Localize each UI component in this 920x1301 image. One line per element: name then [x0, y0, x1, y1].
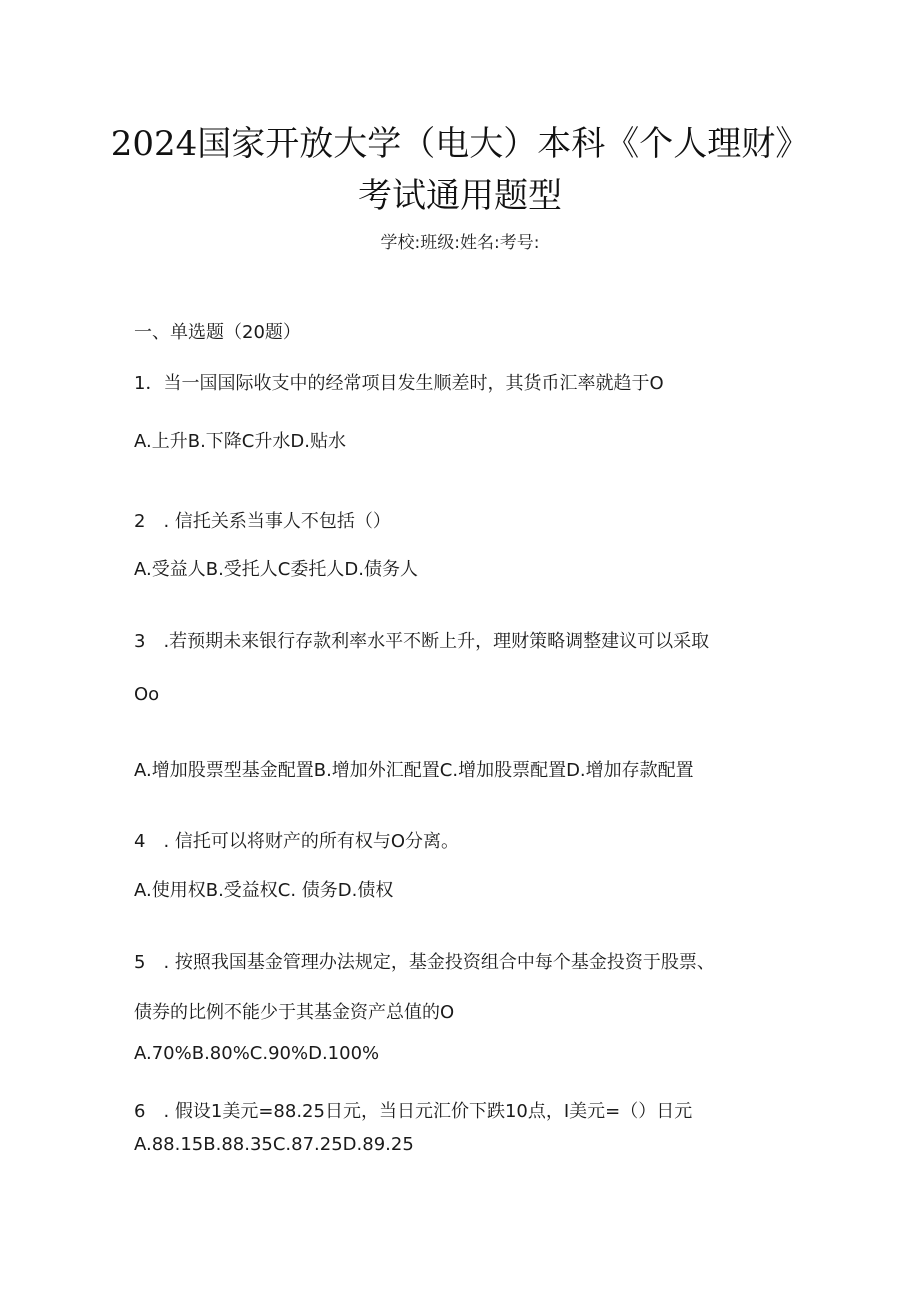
question-6-stem: 6 . 假设1美元=88.25日元，当日元汇价下跌10点，I美元=（）日元	[134, 1101, 693, 1122]
question-2-stem: 2 . 信托关系当事人不包括（）	[134, 511, 391, 532]
question-1-options: A.上升B.下降C升水D.贴水	[134, 431, 346, 452]
question-3-stem-line-1: 3 .若预期未来银行存款利率水平不断上升，理财策略调整建议可以采取	[134, 631, 710, 652]
question-4-stem: 4 . 信托可以将财产的所有权与O分离。	[134, 831, 460, 852]
question-4-options: A.使用权B.受益权C. 债务D.债权	[134, 880, 394, 901]
question-3-options: A.增加股票型基金配置B.增加外汇配置C.增加股票配置D.增加存款配置	[134, 760, 694, 781]
question-1-stem: 1．当一国国际收支中的经常项目发生顺差时，其货币汇率就趋于O	[134, 373, 664, 394]
question-2-options: A.受益人B.受托人C委托人D.债务人	[134, 559, 418, 580]
section-heading: 一、单选题（20题）	[134, 322, 301, 343]
student-info-line: 学校:班级:姓名:考号:	[380, 233, 540, 253]
question-5-options: A.70%B.80%C.90%D.100%	[134, 1043, 380, 1064]
document-title-line-2: 考试通用题型	[358, 176, 562, 216]
question-6-options: A.88.15B.88.35C.87.25D.89.25	[134, 1134, 414, 1155]
question-3-stem-line-2: Oo	[134, 684, 160, 705]
question-5-stem-line-2: 债券的比例不能少于其基金资产总值的O	[134, 1002, 455, 1023]
question-5-stem-line-1: 5 . 按照我国基金管理办法规定，基金投资组合中每个基金投资于股票、	[134, 952, 715, 973]
document-title-line-1: 2024国家开放大学（电大）本科《个人理财》	[110, 124, 810, 164]
